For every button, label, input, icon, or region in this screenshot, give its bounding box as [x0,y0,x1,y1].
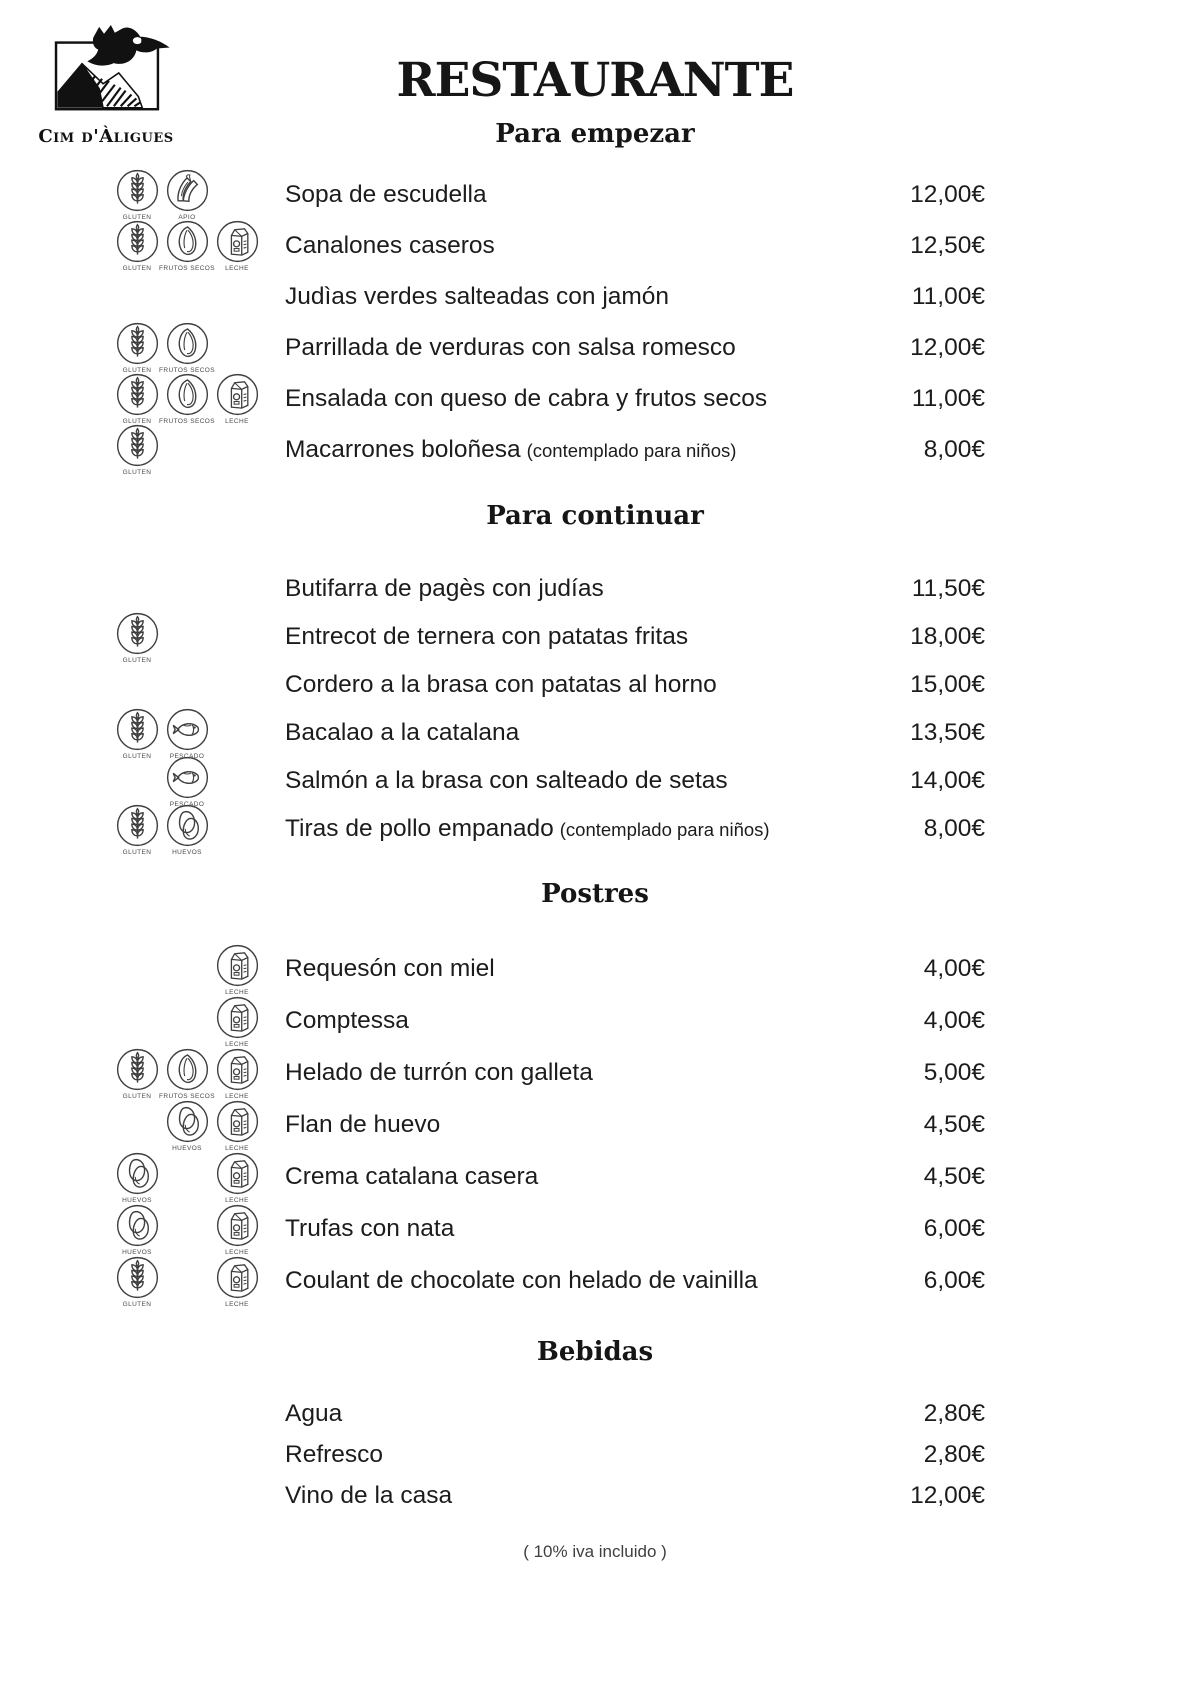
allergen-label: LECHE [225,265,249,273]
allergen-icon-slot [162,168,212,221]
milk-carton-icon [215,995,260,1040]
allergen-icon-slot [212,168,262,221]
allergen-label: GLUTEN [122,848,152,856]
allergen-badge [159,321,215,374]
allergen-icon-slot [112,372,162,425]
wheat-gluten-icon [115,168,160,213]
menu-item-label [262,955,855,983]
allergen-icons [112,372,262,425]
menu-item-price: 12,00€ [910,1481,985,1509]
menu-item-name: Salmón a la brasa con salteado de setas [285,767,728,795]
allergen-icon-slot [212,1047,262,1100]
allergen-label: GLUTEN [122,418,152,426]
menu-item-label [262,436,855,464]
menu-item-note: (contemplado para niños) [559,819,770,841]
menu-item-label [262,334,855,362]
allergen-badge [159,1047,215,1100]
section-title: Para empezar [495,119,695,150]
allergen-label: FRUTOS SECOS [159,265,215,273]
allergen-icon-slot [112,995,162,1048]
menu-item-row [0,995,1190,1047]
restaurant-logo [30,22,182,147]
menu-item-label [262,283,855,311]
menu-item-row [0,1434,1190,1475]
allergen-badge [115,803,160,856]
allergen-icon-slot [212,803,262,856]
menu-item-row [0,661,1190,709]
menu-item-label [262,671,855,699]
allergen-icon-slot [162,943,212,996]
menu-item-price: 11,00€ [911,384,985,412]
allergen-badge [215,1255,260,1308]
allergen-badge [115,1047,160,1100]
allergen-icons [112,219,262,272]
menu-item-row [0,565,1190,613]
menu-item-price: 4,50€ [923,1163,985,1191]
allergen-badge [159,219,215,272]
menu-item-price: 5,00€ [923,1059,985,1087]
allergen-label: FRUTOS SECOS [159,367,215,375]
allergen-badge [215,995,260,1048]
allergen-icon-slot [112,803,162,856]
menu-item-label [262,815,855,843]
allergen-icon-slot [162,1203,212,1256]
allergen-icon-slot [162,423,212,476]
section-title: Para continuar [486,501,704,532]
allergen-label: GLUTEN [122,656,152,664]
menu-item-row [0,757,1190,808]
allergen-badge [215,1099,260,1152]
menu-item-name: Crema catalana casera [285,1163,539,1191]
menu-item-row [0,1393,1190,1434]
eggs-icon [165,1099,210,1144]
menu-item-note: (contemplado para niños) [526,439,737,461]
allergen-label: GLUTEN [122,1300,152,1308]
allergen-badge [215,1203,260,1256]
menu-item-row [0,220,1190,271]
eggs-icon [165,800,210,848]
menu-item-price: 14,00€ [910,767,985,795]
allergen-icon-slot [162,1255,212,1308]
allergen-icon-slot [112,707,162,760]
menu-item-name: Bacalao a la catalana [285,719,520,747]
allergen-icon-slot [212,707,262,760]
allergen-icon-slot [112,1047,162,1100]
allergen-badge [215,1151,260,1204]
allergen-badge [165,707,210,760]
allergen-icons [112,1099,262,1152]
menu-item-price: 8,00€ [923,435,985,463]
allergen-icons [112,995,262,1048]
allergen-icons [112,707,262,760]
menu-item-name: Vino de la casa [285,1481,453,1509]
menu-item-label [262,767,855,795]
menu-item-price: 6,00€ [923,1215,985,1243]
allergen-icons [112,800,262,856]
menu-item-name: Judìas verdes salteadas con jamón [285,282,670,310]
allergen-icon-slot [162,1099,212,1152]
allergen-label: LECHE [225,1040,249,1048]
allergen-label: APIO [178,214,196,222]
allergen-icon-slot [112,1255,162,1308]
allergen-badge [165,1099,210,1152]
allergen-icons [112,943,262,996]
allergen-icons [112,321,262,374]
allergen-badge [115,372,160,425]
allergen-badge [115,321,160,374]
allergen-icon-slot [112,219,162,272]
menu-item-name: Comptessa [285,1007,409,1035]
allergen-badge [215,219,260,272]
menu-item-row [0,943,1190,995]
menu-item-row [0,373,1190,424]
menu-item-name: Parrillada de verduras con salsa romesco [285,333,736,361]
menu-item-price: 11,50€ [911,575,985,603]
menu-item-price: 2,80€ [923,1399,985,1427]
milk-carton-icon [215,372,260,417]
wheat-gluten-icon [115,372,160,417]
allergen-label: GLUTEN [122,265,152,273]
fish-icon [165,707,210,752]
allergen-label: LECHE [225,1196,249,1204]
allergen-icon-slot [212,321,262,374]
allergen-icon-slot [112,168,162,221]
menu-item-price: 6,00€ [923,1267,985,1295]
menu-item-price: 15,00€ [910,671,985,699]
allergen-icons [112,1255,262,1308]
milk-carton-icon [215,943,260,988]
page-title: RESTAURANTE [396,53,794,108]
allergen-icons [112,1203,262,1256]
menu-item-row [0,613,1190,664]
allergen-icon-slot [212,943,262,996]
menu-item-label [262,1267,855,1295]
allergen-label: GLUTEN [122,214,152,222]
nuts-icon [165,372,210,417]
milk-carton-icon [215,1203,260,1248]
allergen-badge [115,168,160,221]
allergen-icon-slot [212,995,262,1048]
allergen-icon-slot [112,423,162,476]
allergen-icon-slot [112,1099,162,1152]
menu-item-row [0,709,1190,760]
eggs-icon [115,1203,160,1248]
menu-item-name: Requesón con miel [285,955,495,983]
menu-item-name: Sopa de escudella [285,180,487,208]
allergen-icon-slot [212,611,262,664]
menu-item-price: 12,50€ [910,231,985,259]
allergen-label: HUEVOS [122,1248,152,1256]
wheat-gluten-icon [115,803,160,848]
allergen-icons [112,611,262,664]
menu-item-name: Agua [285,1399,343,1427]
menu-item-row [0,1047,1190,1099]
menu-item-price: 18,00€ [910,623,985,651]
menu-item-name: Macarrones boloñesa [285,435,521,463]
allergen-icon-slot [212,1203,262,1256]
menu-item-name: Butifarra de pagès con judías [285,575,604,603]
menu-item-name: Trufas con nata [285,1215,455,1243]
menu-item-price: 12,00€ [910,333,985,361]
menu-item-name: Coulant de chocolate con helado de vainilla [285,1267,758,1295]
menu-item-price: 4,50€ [923,1111,985,1139]
milk-carton-icon [215,1151,260,1196]
allergen-icon-slot [212,219,262,272]
allergen-icon-slot [112,1151,162,1204]
allergen-label: GLUTEN [122,367,152,375]
nuts-icon [165,321,210,366]
allergen-badge [159,372,215,425]
menu-item-label [262,1111,855,1139]
menu-item-label [262,1400,855,1428]
menu-item-label [262,385,855,413]
allergen-badge [165,800,210,856]
allergen-badge [115,219,160,272]
menu-item-price: 11,00€ [911,282,985,310]
menu-item-label [262,1441,855,1469]
menu-item-label [262,1059,855,1087]
allergen-icon-slot [112,611,162,664]
allergen-icon-slot [159,372,215,426]
allergen-icons [112,752,262,808]
allergen-badge [115,1255,160,1308]
allergen-badge [115,423,160,476]
allergen-badge [115,1203,160,1256]
allergen-icon-slot [159,219,215,273]
allergen-icon-slot [212,372,262,425]
eggs-icon [115,1151,160,1196]
allergen-icon-slot [162,611,212,664]
wheat-gluten-icon [115,423,160,468]
menu-item-row [0,322,1190,373]
allergen-badge [165,752,210,808]
brand-name: Cim d'Àligues [38,126,174,147]
menu-item-row [0,1475,1190,1516]
allergen-icons [112,168,262,221]
allergen-icons [112,1047,262,1100]
allergen-badge [115,611,160,664]
milk-carton-icon [215,1099,260,1144]
menu-item-row [0,169,1190,220]
wheat-gluten-icon [115,1255,160,1300]
menu-item-row [0,424,1190,475]
section-title: Bebidas [536,1337,654,1368]
allergen-label: LECHE [225,1300,249,1308]
menu-item-label [262,575,855,603]
menu-sections [0,119,1190,1516]
fish-icon [165,752,210,800]
menu-item-price: 2,80€ [923,1440,985,1468]
menu-section [0,879,1190,1307]
menu-item-row [0,1151,1190,1203]
menu-section [0,119,1190,475]
menu-item-name: Helado de turrón con galleta [285,1059,593,1087]
menu-item-label [262,1482,855,1510]
menu-item-name: Canalones caseros [285,231,495,259]
allergen-icon-slot [212,423,262,476]
milk-carton-icon [215,1255,260,1300]
allergen-label: GLUTEN [122,469,152,477]
allergen-icon-slot [212,755,262,808]
menu-item-row [0,805,1190,856]
section-title: Postres [541,879,649,910]
allergen-label: PESCADO [169,752,205,760]
allergen-label: LECHE [225,1092,249,1100]
allergen-icon-slot [112,752,162,808]
allergen-icon-slot [212,1151,262,1204]
menu-item-price: 12,00€ [910,180,985,208]
wheat-gluten-icon [115,1047,160,1092]
allergen-icon-slot [159,321,215,375]
allergen-label: GLUTEN [122,752,152,760]
allergen-label: PESCADO [169,800,205,808]
menu-item-label [262,1215,855,1243]
wheat-gluten-icon [115,611,160,656]
allergen-icon-slot [159,1047,215,1100]
menu-item-row [0,1099,1190,1151]
allergen-label: HUEVOS [122,1196,152,1204]
celery-icon [165,168,210,213]
menu-item-price: 4,00€ [923,955,985,983]
tax-note: ( 10% iva incluido ) [523,1542,667,1562]
allergen-label: LECHE [225,988,249,996]
menu-item-label [262,181,855,209]
menu-item-name: Ensalada con queso de cabra y frutos secos [285,384,768,412]
milk-carton-icon [215,219,260,264]
menu-item-name: Cordero a la brasa con patatas al horno [285,671,717,699]
allergen-icon-slot [162,1151,212,1204]
menu-item-price: 8,00€ [923,815,985,843]
menu-item-row [0,1255,1190,1307]
allergen-label: LECHE [225,1248,249,1256]
allergen-label: LECHE [225,418,249,426]
allergen-label: HUEVOS [172,1144,202,1152]
menu-item-label [262,719,855,747]
menu-item-label [262,1163,855,1191]
menu-item-name: Entrecot de ternera con patatas fritas [285,623,689,651]
menu-item-name: Flan de huevo [285,1111,441,1139]
allergen-badge [165,168,210,221]
nuts-icon [165,1047,210,1092]
menu-item-name: Refresco [285,1440,384,1468]
menu-item-label [262,1007,855,1035]
wheat-gluten-icon [115,219,160,264]
eagle-mountains-logo-icon [31,22,181,120]
allergen-label: LECHE [225,1144,249,1152]
menu-section [0,1337,1190,1516]
menu-item-label [262,232,855,260]
allergen-badge [215,943,260,996]
wheat-gluten-icon [115,321,160,366]
menu-item-label [262,623,855,651]
allergen-icon-slot [212,1099,262,1152]
menu-item-name: Tiras de pollo empanado [285,815,554,843]
allergen-label: GLUTEN [122,1092,152,1100]
allergen-badge [215,372,260,425]
allergen-label: HUEVOS [172,848,202,856]
allergen-icon-slot [162,995,212,1048]
menu-item-row [0,271,1190,322]
allergen-badge [115,1151,160,1204]
menu-item-price: 4,00€ [923,1007,985,1035]
allergen-icon-slot [112,321,162,374]
allergen-label: FRUTOS SECOS [159,1092,215,1100]
allergen-label: FRUTOS SECOS [159,418,215,426]
allergen-badge [215,1047,260,1100]
allergen-icons [112,423,262,476]
menu-section [0,501,1190,856]
allergen-icon-slot [112,1203,162,1256]
wheat-gluten-icon [115,707,160,752]
nuts-icon [165,219,210,264]
allergen-icon-slot [112,943,162,996]
allergen-icons [112,1151,262,1204]
allergen-icon-slot [212,1255,262,1308]
allergen-icon-slot [162,707,212,760]
allergen-badge [115,707,160,760]
allergen-icon-slot [162,800,212,856]
menu-item-price: 13,50€ [910,719,985,747]
allergen-icon-slot [162,752,212,808]
menu-item-row [0,1203,1190,1255]
milk-carton-icon [215,1047,260,1092]
